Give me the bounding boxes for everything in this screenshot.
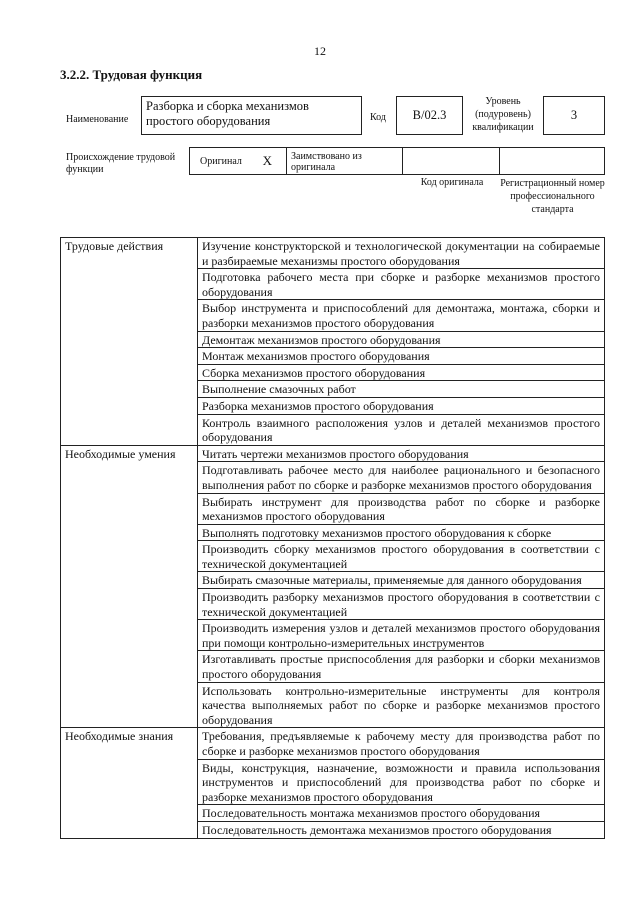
- item-cell: Выбор инструмента и приспособлений для демонтажа, монтажа, сборки и разборки механизмов простого оборудования: [198, 300, 605, 331]
- category-cell: Необходимые умения: [61, 445, 198, 728]
- registration-number-cell: [500, 148, 604, 174]
- table-row: [61, 728, 605, 759]
- item-cell: Требования, предъявляемые к рабочему месту для производства работ по сборке и разборке механизмов простого оборудования: [198, 728, 605, 759]
- original-label: Оригинал: [200, 155, 242, 167]
- item-cell: Последовательность демонтажа механизмов простого оборудования: [198, 821, 605, 838]
- item-cell: Монтаж механизмов простого оборудования: [198, 348, 605, 365]
- borrowed-label: Заимствовано из оригинала: [287, 148, 403, 174]
- item-cell: Контроль взаимного расположения узлов и деталей механизмов простого оборудования: [198, 414, 605, 445]
- item-cell: Выполнять подготовку механизмов простого оборудования к сборке: [198, 524, 605, 541]
- name-label: Наименование: [66, 114, 129, 125]
- item-cell: Изготавливать простые приспособления для разборки и сборки механизмов простого оборудования: [198, 651, 605, 682]
- level-label: Уровень (подуровень) квалификации: [472, 96, 534, 133]
- item-cell: Подготавливать рабочее место для наиболее рационального и безопасного выполнения работ по сборке и разборке механизмов простого оборудования: [198, 462, 605, 493]
- original-code-cell: [403, 148, 500, 174]
- category-cell: Трудовые действия: [61, 238, 198, 446]
- table-row: [61, 445, 605, 462]
- item-cell: Сборка механизмов простого оборудования: [198, 364, 605, 381]
- function-details-table: [60, 237, 605, 839]
- origin-label: Происхождение трудовой функции: [66, 152, 176, 175]
- qualification-level: 3: [543, 96, 605, 135]
- item-cell: Использовать контрольно-измерительные инструменты для контроля качества выполняемых работ по сборке и разборке механизмов простого оборудования: [198, 682, 605, 728]
- origin-row: [189, 147, 605, 175]
- original-code-caption: Код оригинала: [420, 177, 484, 188]
- section-title: 3.2.2. Трудовая функция: [60, 67, 203, 82]
- item-cell: Разборка механизмов простого оборудования: [198, 397, 605, 414]
- function-code: B/02.3: [396, 96, 463, 135]
- table-row: [61, 238, 605, 269]
- registration-number-caption: Регистрационный номер профессионального стандарта: [500, 178, 605, 215]
- item-cell: Производить сборку механизмов простого оборудования в соответствии с технической документацией: [198, 541, 605, 572]
- item-cell: Выбирать смазочные материалы, применяемые для данного оборудования: [198, 572, 605, 589]
- original-mark: X: [262, 153, 272, 168]
- item-cell: Изучение конструкторской и технологической документации на собираемые и разбираемые механизмы простого оборудования: [198, 238, 605, 269]
- item-cell: Производить измерения узлов и деталей механизмов простого оборудования при помощи контрольно-измерительных инструментов: [198, 620, 605, 651]
- item-cell: Демонтаж механизмов простого оборудования: [198, 331, 605, 348]
- function-name: Разборка и сборка механизмов простого оборудования: [141, 96, 362, 135]
- item-cell: Выполнение смазочных работ: [198, 381, 605, 398]
- item-cell: Читать чертежи механизмов простого оборудования: [198, 445, 605, 462]
- item-cell: Производить разборку механизмов простого оборудования в соответствии с технической документацией: [198, 589, 605, 620]
- item-cell: Подготовка рабочего места при сборке и разборке механизмов простого оборудования: [198, 269, 605, 300]
- item-cell: Выбирать инструмент для производства работ по сборке и разборке механизмов простого оборудования: [198, 493, 605, 524]
- item-cell: Последовательность монтажа механизмов простого оборудования: [198, 805, 605, 822]
- code-label: Код: [370, 112, 386, 123]
- item-cell: Виды, конструкция, назначение, возможности и правила использования инструментов и приспособлений для производства работ по сборке и разборке механизмов простого оборудования: [198, 759, 605, 805]
- original-cell: [190, 148, 287, 174]
- page-number: 12: [314, 44, 326, 58]
- category-cell: Необходимые знания: [61, 728, 198, 838]
